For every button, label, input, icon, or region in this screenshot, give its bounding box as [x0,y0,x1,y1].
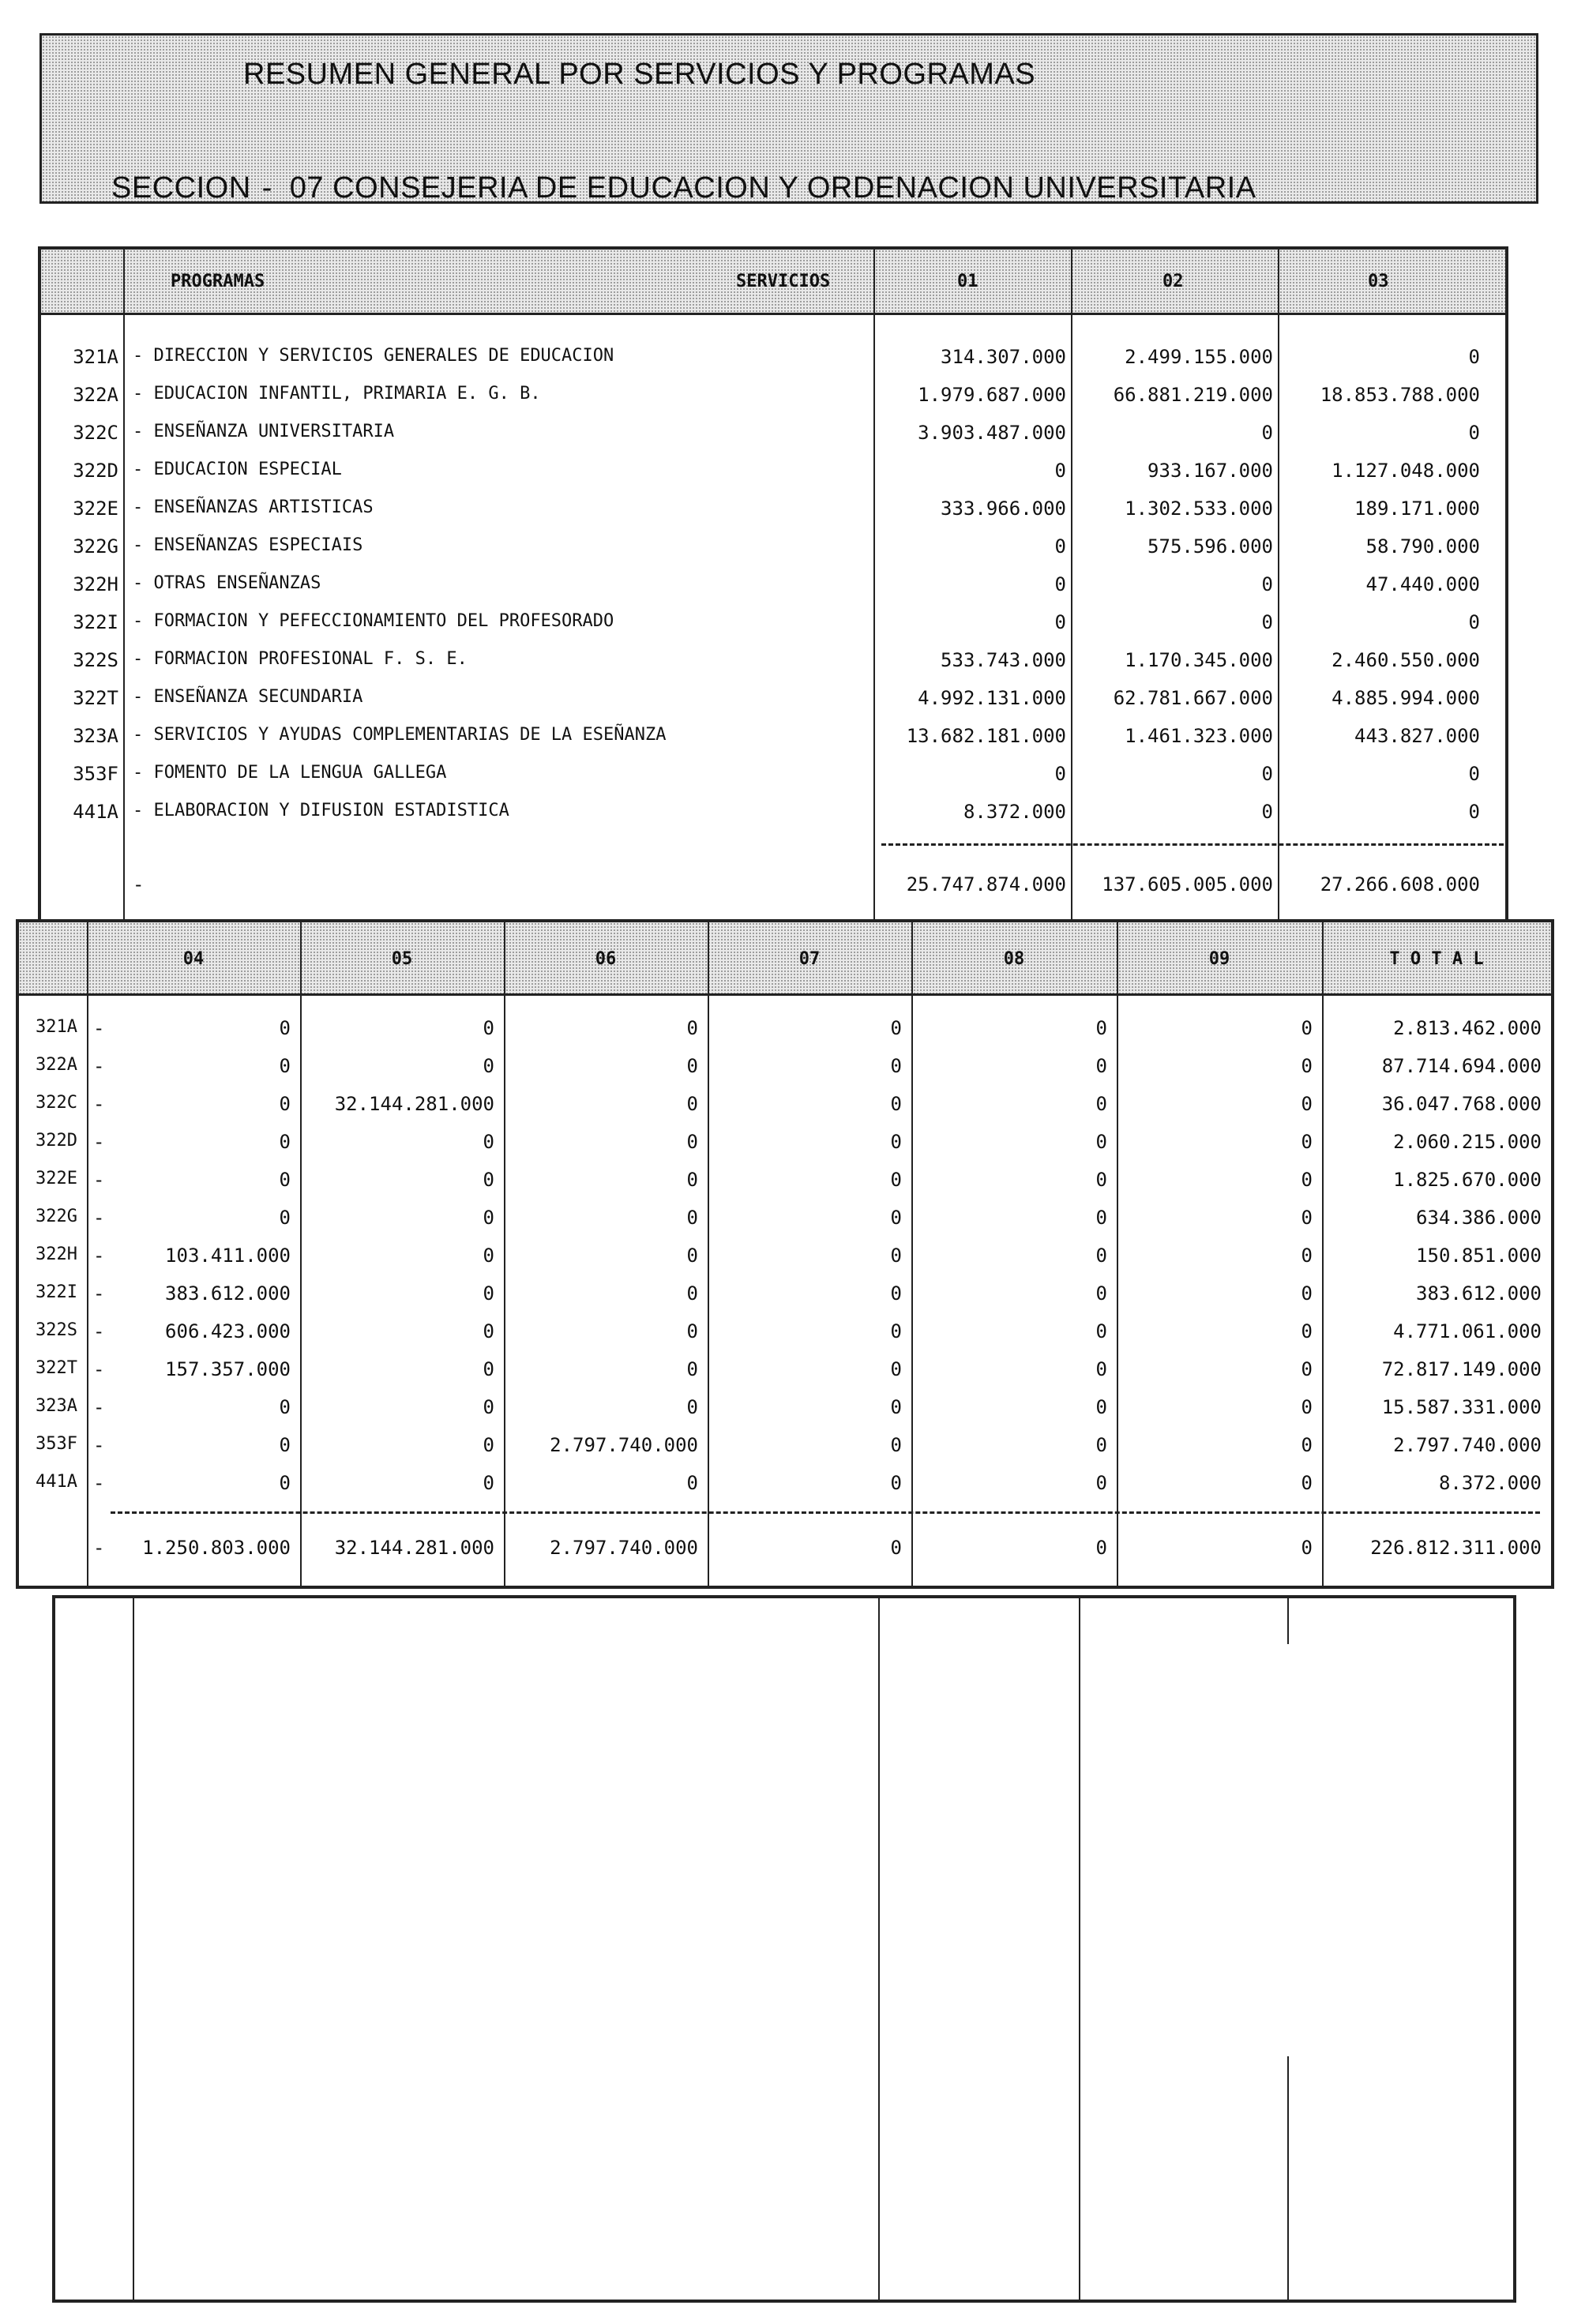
program-description: - FOMENTO DE LA LENGUA GALLEGA [133,763,447,783]
service-value-08: 0 [1095,1358,1107,1380]
program-description: - ENSEÑANZAS ARTISTICAS [133,497,374,517]
service-value-01: 3.903.487.000 [918,422,1066,444]
program-code: 322T [73,687,118,709]
service-value-02: 0 [1261,573,1273,595]
col-header-01: 01 [957,272,978,291]
service-value-02: 0 [1261,611,1273,633]
service-value-01: 0 [1054,460,1066,482]
service-value-01: 314.307.000 [941,346,1066,368]
service-value-02: 1.461.323.000 [1125,725,1273,747]
service-value-06: 0 [686,1358,698,1380]
section-label: SECCION [111,171,251,205]
program-code: 441A [73,801,118,823]
service-value-01: 13.682.181.000 [906,725,1066,747]
program-code: 322S [36,1320,77,1340]
service-value-04: 103.411.000 [165,1245,291,1267]
program-description: - ENSEÑANZA UNIVERSITARIA [133,422,395,441]
service-value-06: 0 [686,1207,698,1229]
col-header-05: 05 [391,949,413,969]
service-value-06: 0 [686,1055,698,1077]
servicios-header: SERVICIOS [736,272,831,291]
service-value-05: 0 [483,1207,494,1229]
service-value-07: 0 [890,1093,902,1115]
row-total-value: 634.386.000 [1416,1207,1542,1229]
row-total-value: 8.372.000 [1438,1472,1542,1494]
program-description: - EDUCACION ESPECIAL [133,460,342,479]
total-value-09: 0 [1301,1537,1313,1559]
total-value-08: 0 [1095,1537,1107,1559]
service-value-07: 0 [890,1434,902,1456]
table1-col02-divider [1278,250,1279,922]
service-value-04: 0 [279,1169,291,1191]
service-value-07: 0 [890,1055,902,1077]
program-code: 353F [36,1434,77,1454]
service-value-07: 0 [890,1282,902,1305]
service-value-03: 0 [1468,801,1480,823]
service-value-05: 0 [483,1358,494,1380]
table1-code-divider [123,250,125,922]
empty-divider-4-top [1287,1598,1289,1644]
program-code: 323A [36,1396,77,1416]
service-value-05: 0 [483,1169,494,1191]
service-value-07: 0 [890,1396,902,1418]
row-dash: - [93,1282,105,1305]
program-description: - FORMACION Y PEFECCIONAMIENTO DEL PROFESORADO [133,611,614,631]
service-value-07: 0 [890,1207,902,1229]
service-value-05: 0 [483,1017,494,1039]
table1-col01-divider [1071,250,1072,922]
row-dash: - [93,1472,105,1494]
programas-header: PROGRAMAS [171,272,265,291]
empty-divider-4-bottom [1287,2056,1289,2300]
service-value-01: 0 [1054,573,1066,595]
program-code: 322I [36,1282,77,1302]
program-code: 322G [73,535,118,558]
service-value-01: 333.966.000 [941,497,1066,520]
col-header-07: 07 [798,949,821,969]
row-dash: - [93,1245,105,1267]
program-code: 323A [73,725,118,747]
table1-total-02: 137.605.005.000 [1102,873,1273,895]
service-value-02: 575.596.000 [1147,535,1273,558]
service-value-01: 0 [1054,763,1066,785]
service-value-04: 0 [279,1093,291,1115]
service-value-01: 533.743.000 [941,649,1066,671]
service-value-03: 1.127.048.000 [1331,460,1480,482]
service-value-06: 0 [686,1017,698,1039]
row-dash: - [93,1131,105,1153]
service-value-08: 0 [1095,1245,1107,1267]
total-value-07: 0 [890,1537,902,1559]
services-table-2 [16,919,1554,1589]
row-total-value: 4.771.061.000 [1393,1320,1542,1342]
row-total-value: 2.060.215.000 [1393,1131,1542,1153]
service-value-08: 0 [1095,1093,1107,1115]
program-code: 322C [73,422,118,444]
col-header-03: 03 [1368,272,1389,291]
service-value-09: 0 [1301,1434,1313,1456]
row-dash: - [93,1358,105,1380]
row-dash: - [93,1320,105,1342]
service-value-04: 157.357.000 [165,1358,291,1380]
row-total-value: 36.047.768.000 [1381,1093,1542,1115]
service-value-04: 0 [279,1396,291,1418]
service-value-03: 2.460.550.000 [1331,649,1480,671]
service-value-05: 0 [483,1396,494,1418]
program-code: 322E [36,1169,77,1188]
service-value-03: 18.853.788.000 [1320,384,1480,406]
service-value-06: 2.797.740.000 [550,1434,698,1456]
col-header-04: 04 [182,949,205,969]
service-value-08: 0 [1095,1396,1107,1418]
program-code: 322C [36,1093,77,1113]
service-value-06: 0 [686,1093,698,1115]
program-code: 322T [36,1358,77,1378]
row-total-value: 2.797.740.000 [1393,1434,1542,1456]
program-code: 322S [73,649,118,671]
service-value-09: 0 [1301,1320,1313,1342]
service-value-01: 0 [1054,535,1066,558]
service-value-05: 0 [483,1282,494,1305]
program-code: 322H [36,1245,77,1264]
service-value-05: 0 [483,1245,494,1267]
service-value-09: 0 [1301,1093,1313,1115]
service-value-09: 0 [1301,1055,1313,1077]
program-description: - ELABORACION Y DIFUSION ESTADISTICA [133,801,509,820]
header-banner [39,33,1538,204]
service-value-06: 0 [686,1131,698,1153]
program-code: 322G [36,1207,77,1226]
service-value-07: 0 [890,1472,902,1494]
table1-total-dash: - [133,873,145,895]
service-value-02: 0 [1261,422,1273,444]
service-value-07: 0 [890,1131,902,1153]
program-code: 322I [73,611,118,633]
col-header-total: T O T A L [1389,949,1484,969]
row-dash: - [93,1396,105,1418]
program-description: - EDUCACION INFANTIL, PRIMARIA E. G. B. [133,384,541,404]
service-value-07: 0 [890,1320,902,1342]
col-header-09: 09 [1208,949,1230,969]
total-value-05: 32.144.281.000 [334,1537,494,1559]
row-dash: - [93,1434,105,1456]
service-value-06: 0 [686,1282,698,1305]
service-value-01: 0 [1054,611,1066,633]
service-value-07: 0 [890,1169,902,1191]
service-value-06: 0 [686,1169,698,1191]
section-name: 07 CONSEJERIA DE EDUCACION Y ORDENACION UNIVERSITARIA [289,171,1256,205]
service-value-03: 443.827.000 [1354,725,1480,747]
service-value-09: 0 [1301,1245,1313,1267]
table1-total-03: 27.266.608.000 [1320,873,1480,895]
service-value-03: 0 [1468,763,1480,785]
program-code: 322A [73,384,118,406]
program-code: 322D [73,460,118,482]
row-total-value: 383.612.000 [1416,1282,1542,1305]
empty-table-frame [52,1595,1516,2303]
service-value-09: 0 [1301,1282,1313,1305]
program-description: - ENSEÑANZAS ESPECIAIS [133,535,363,555]
service-value-08: 0 [1095,1434,1107,1456]
service-value-08: 0 [1095,1131,1107,1153]
service-value-02: 933.167.000 [1147,460,1273,482]
empty-divider-3 [1079,1598,1080,2300]
service-value-05: 0 [483,1472,494,1494]
table1-desc-divider [873,250,875,922]
program-code: 322D [36,1131,77,1151]
empty-divider-1 [133,1598,134,2300]
program-description: - SERVICIOS Y AYUDAS COMPLEMENTARIAS DE LA ESEÑANZA [133,725,667,745]
service-value-05: 32.144.281.000 [334,1093,494,1115]
service-value-08: 0 [1095,1169,1107,1191]
program-code: 322H [73,573,118,595]
service-value-03: 4.885.994.000 [1331,687,1480,709]
service-value-03: 58.790.000 [1365,535,1480,558]
service-value-04: 606.423.000 [165,1320,291,1342]
program-code: 322A [36,1055,77,1075]
program-description: - FORMACION PROFESIONAL F. S. E. [133,649,468,669]
row-total-value: 1.825.670.000 [1393,1169,1542,1191]
row-total-value: 87.714.694.000 [1381,1055,1542,1077]
service-value-01: 8.372.000 [963,801,1066,823]
service-value-04: 0 [279,1055,291,1077]
col-header-08: 08 [1003,949,1025,969]
row-dash: - [93,1207,105,1229]
services-table-1 [38,246,1508,925]
col-header-06: 06 [595,949,617,969]
service-value-02: 0 [1261,801,1273,823]
service-value-04: 383.612.000 [165,1282,291,1305]
service-value-07: 0 [890,1358,902,1380]
total-value-06: 2.797.740.000 [550,1537,698,1559]
table1-header [41,250,1505,315]
program-description: - OTRAS ENSEÑANZAS [133,573,321,593]
program-code: 353F [73,763,118,785]
table2-total-dash: - [93,1537,105,1559]
program-description: - DIRECCION Y SERVICIOS GENERALES DE EDUCACION [133,346,614,366]
empty-divider-2 [878,1598,880,2300]
service-value-08: 0 [1095,1282,1107,1305]
service-value-06: 0 [686,1472,698,1494]
row-total-value: 72.817.149.000 [1381,1358,1542,1380]
service-value-09: 0 [1301,1169,1313,1191]
service-value-03: 189.171.000 [1354,497,1480,520]
service-value-02: 0 [1261,763,1273,785]
service-value-03: 0 [1468,422,1480,444]
total-value-04: 1.250.803.000 [142,1537,291,1559]
service-value-05: 0 [483,1055,494,1077]
row-dash: - [93,1093,105,1115]
document-title: RESUMEN GENERAL POR SERVICIOS Y PROGRAMAS [243,58,1036,91]
service-value-04: 0 [279,1017,291,1039]
service-value-04: 0 [279,1472,291,1494]
service-value-09: 0 [1301,1131,1313,1153]
service-value-02: 62.781.667.000 [1113,687,1273,709]
service-value-09: 0 [1301,1358,1313,1380]
service-value-08: 0 [1095,1320,1107,1342]
service-value-04: 0 [279,1434,291,1456]
row-dash: - [93,1017,105,1039]
program-code: 441A [36,1472,77,1492]
service-value-09: 0 [1301,1017,1313,1039]
service-value-09: 0 [1301,1207,1313,1229]
row-total-value: 2.813.462.000 [1393,1017,1542,1039]
row-total-value: 150.851.000 [1416,1245,1542,1267]
service-value-06: 0 [686,1396,698,1418]
program-code: 322E [73,497,118,520]
service-value-01: 4.992.131.000 [918,687,1066,709]
service-value-03: 0 [1468,346,1480,368]
program-description: - ENSEÑANZA SECUNDARIA [133,687,363,707]
service-value-04: 0 [279,1207,291,1229]
service-value-05: 0 [483,1320,494,1342]
service-value-08: 0 [1095,1472,1107,1494]
col-header-02: 02 [1162,272,1184,291]
service-value-08: 0 [1095,1017,1107,1039]
service-value-05: 0 [483,1434,494,1456]
service-value-05: 0 [483,1131,494,1153]
table1-total-01: 25.747.874.000 [906,873,1066,895]
service-value-02: 1.170.345.000 [1125,649,1273,671]
table2-total-rule [111,1511,1540,1514]
service-value-04: 0 [279,1131,291,1153]
service-value-01: 1.979.687.000 [918,384,1066,406]
table1-total-rule [881,843,1504,846]
grand-total-value: 226.812.311.000 [1370,1537,1542,1559]
service-value-02: 1.302.533.000 [1125,497,1273,520]
service-value-02: 2.499.155.000 [1125,346,1273,368]
section-separator: - [261,171,272,205]
row-dash: - [93,1169,105,1191]
service-value-08: 0 [1095,1055,1107,1077]
service-value-09: 0 [1301,1472,1313,1494]
program-code: 321A [73,346,118,368]
section-line [111,171,1256,205]
program-code: 321A [36,1017,77,1037]
service-value-09: 0 [1301,1396,1313,1418]
row-total-value: 15.587.331.000 [1381,1396,1542,1418]
service-value-08: 0 [1095,1207,1107,1229]
service-value-06: 0 [686,1320,698,1342]
service-value-03: 0 [1468,611,1480,633]
service-value-07: 0 [890,1245,902,1267]
row-dash: - [93,1055,105,1077]
service-value-07: 0 [890,1017,902,1039]
service-value-06: 0 [686,1245,698,1267]
service-value-03: 47.440.000 [1365,573,1480,595]
service-value-02: 66.881.219.000 [1113,384,1273,406]
